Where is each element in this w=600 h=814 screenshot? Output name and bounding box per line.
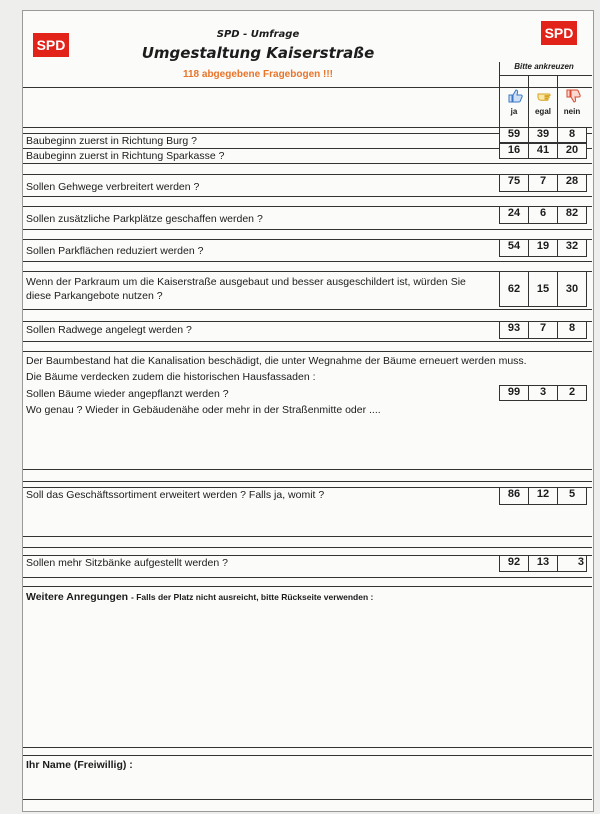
trees-intro-text: Der Baumbestand hat die Kanalisation beschädigt, die unter Wegnahme der Bäume erneuert werden muss. xyxy=(26,355,527,367)
answer-count-ja: 24 xyxy=(499,206,529,224)
answer-count-ja: 54 xyxy=(499,239,529,257)
answer-count-nein: 8 xyxy=(557,321,587,339)
divider xyxy=(23,799,592,800)
divider xyxy=(23,755,592,756)
neutral-hand-icon xyxy=(536,88,552,104)
column-header-nein: nein xyxy=(563,107,581,116)
divider xyxy=(23,351,592,352)
question-text: Baubeginn zuerst in Richtung Burg ? xyxy=(26,135,198,147)
answer-count-nein: 5 xyxy=(557,487,587,505)
answer-count-egal: 7 xyxy=(528,321,558,339)
question-text: Baubeginn zuerst in Richtung Sparkasse ? xyxy=(26,150,225,162)
response-count-note: 118 abgegebene Fragebogen !!! xyxy=(182,69,334,80)
divider xyxy=(23,577,592,578)
divider xyxy=(23,341,592,342)
answer-count-egal: 6 xyxy=(528,206,558,224)
trees-followup-text: Wo genau ? Wieder in Gebäudenähe oder mehr in der Straßenmitte oder .... xyxy=(26,404,381,416)
divider xyxy=(499,62,500,127)
thumbs-up-icon xyxy=(507,88,523,104)
answer-count-ja: 59 xyxy=(499,127,529,143)
divider xyxy=(23,261,592,262)
answer-count-nein: 2 xyxy=(557,385,587,401)
divider xyxy=(499,75,592,76)
divider xyxy=(23,309,592,310)
divider xyxy=(23,163,592,164)
survey-title: Umgestaltung Kaiserstraße xyxy=(141,44,375,62)
answer-count-ja: 62 xyxy=(499,271,529,307)
spd-logo-left: SPD xyxy=(33,33,69,57)
answer-count-nein: 82 xyxy=(557,206,587,224)
answer-count-nein: 3 xyxy=(557,555,587,572)
question-text: Sollen Gehwege verbreitert werden ? xyxy=(26,181,200,193)
answer-count-egal: 19 xyxy=(528,239,558,257)
answer-count-ja: 99 xyxy=(499,385,529,401)
question-text: Sollen zusätzliche Parkplätze geschaffen werden ? xyxy=(26,213,263,225)
question-text: Wenn der Parkraum um die Kaiserstraße ausgebaut und besser ausgeschildert ist, würden Sie diese Parkangebote nutzen ? xyxy=(26,276,466,302)
divider xyxy=(557,75,558,127)
answer-count-ja: 75 xyxy=(499,174,529,192)
remarks-field[interactable] xyxy=(23,607,592,747)
trees-intro-text: Die Bäume verdecken zudem die historischen Hausfassaden : xyxy=(26,371,316,383)
question-text: Soll das Geschäftssortiment erweitert werden ? Falls ja, womit ? xyxy=(26,489,325,501)
remarks-hint: - Falls der Platz nicht ausreicht, bitte Rückseite verwenden : xyxy=(131,592,374,602)
answer-count-egal: 3 xyxy=(528,385,558,401)
answer-count-nein: 32 xyxy=(557,239,587,257)
question-text: Sollen Radwege angelegt werden ? xyxy=(26,324,192,336)
divider xyxy=(23,196,592,197)
answer-count-ja: 86 xyxy=(499,487,529,505)
spd-logo-right: SPD xyxy=(541,21,577,45)
answer-count-egal: 12 xyxy=(528,487,558,505)
divider xyxy=(23,586,592,587)
divider xyxy=(23,536,592,537)
answer-count-nein: 30 xyxy=(557,271,587,307)
name-label: Ihr Name (Freiwillig) : xyxy=(26,759,133,771)
divider xyxy=(23,229,592,230)
column-header-ja: ja xyxy=(510,107,518,116)
survey-sheet xyxy=(22,10,594,812)
answer-count-nein: 8 xyxy=(557,127,587,143)
answer-count-egal: 15 xyxy=(528,271,558,307)
thumbs-down-icon xyxy=(565,88,581,104)
divider xyxy=(23,747,592,748)
remarks-label-line xyxy=(26,591,373,604)
divider xyxy=(528,75,529,127)
answer-count-ja: 92 xyxy=(499,555,529,572)
answer-count-egal: 7 xyxy=(528,174,558,192)
remarks-label: Weitere Anregungen xyxy=(26,591,129,603)
name-field[interactable] xyxy=(173,757,588,797)
answer-count-egal: 41 xyxy=(528,143,558,159)
divider xyxy=(23,469,592,470)
question-text: Sollen Bäume wieder angepflanzt werden ? xyxy=(26,388,229,400)
answer-count-ja: 16 xyxy=(499,143,529,159)
answer-count-ja: 93 xyxy=(499,321,529,339)
survey-subtitle: SPD - Umfrage xyxy=(216,29,300,40)
column-header-egal: egal xyxy=(534,107,551,116)
answer-count-nein: 20 xyxy=(557,143,587,159)
divider xyxy=(23,547,592,548)
answer-count-egal: 39 xyxy=(528,127,558,143)
divider xyxy=(23,481,592,482)
question-text: Sollen Parkflächen reduziert werden ? xyxy=(26,245,204,257)
instruction-label: Bitte ankreuzen xyxy=(514,62,574,71)
question-text: Sollen mehr Sitzbänke aufgestellt werden ? xyxy=(26,557,228,569)
answer-count-egal: 13 xyxy=(528,555,558,572)
answer-count-nein: 28 xyxy=(557,174,587,192)
